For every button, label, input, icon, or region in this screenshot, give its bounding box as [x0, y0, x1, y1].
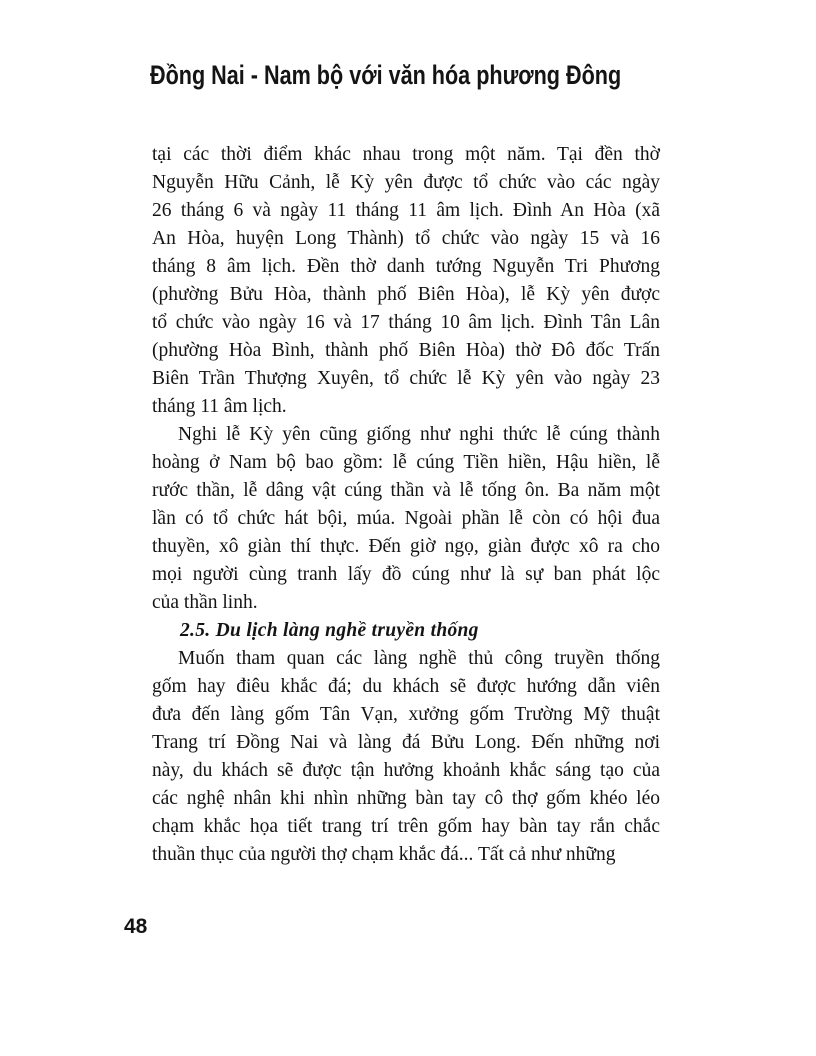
section-heading: 2.5. Du lịch làng nghề truyền thống [180, 620, 479, 641]
text-line: 26 tháng 6 và ngày 11 tháng 11 âm lịch. Đình An Hòa (xã [152, 200, 660, 221]
text-line: lần có tổ chức hát bội, múa. Ngoài phần lễ còn có hội đua [152, 508, 660, 529]
text-line: An Hòa, huyện Long Thành) tổ chức vào ngày 15 và 16 [152, 228, 660, 249]
text-line: tại các thời điểm khác nhau trong một năm. Tại đền thờ [152, 144, 660, 165]
text-line: của thần linh. [152, 592, 258, 613]
text-line: thuyền, xô giàn thí thực. Đến giờ ngọ, giàn được xô ra cho [152, 536, 660, 557]
page-number: 48 [124, 915, 148, 938]
text-line: mọi người cùng tranh lấy đồ cúng như là sự ban phát lộc [152, 564, 660, 585]
body-text [152, 141, 660, 869]
text-line: chạm khắc họa tiết trang trí trên gốm hay bàn tay rắn chắc [152, 816, 660, 837]
text-line: Nghi lễ Kỳ yên cũng giống như nghi thức lễ cúng thành [178, 424, 660, 445]
text-line: tháng 8 âm lịch. Đền thờ danh tướng Nguyễn Tri Phương [152, 256, 660, 277]
text-line: tổ chức vào ngày 16 và 17 tháng 10 âm lịch. Đình Tân Lân [152, 312, 660, 333]
text-line: này, du khách sẽ được tận hưởng khoảnh khắc sáng tạo của [152, 760, 660, 781]
text-line: Nguyễn Hữu Cảnh, lễ Kỳ yên được tổ chức vào các ngày [152, 172, 660, 193]
text-line: thuần thục của người thợ chạm khắc đá... Tất cả như những [152, 844, 616, 865]
text-line: Muốn tham quan các làng nghề thủ công truyền thống [178, 648, 660, 669]
text-line: tháng 11 âm lịch. [152, 396, 287, 417]
text-line: (phường Hòa Bình, thành phố Biên Hòa) thờ Đô đốc Trấn [152, 340, 660, 361]
text-line: Biên Trần Thượng Xuyên, tổ chức lễ Kỳ yên vào ngày 23 [152, 368, 660, 389]
running-header: Đồng Nai - Nam bộ với văn hóa phương Đông [150, 60, 622, 90]
text-line: rước thần, lễ dâng vật cúng thần và lễ tống ôn. Ba năm một [152, 480, 660, 501]
text-line: gốm hay điêu khắc đá; du khách sẽ được hướng dẫn viên [152, 676, 660, 697]
text-line: (phường Bửu Hòa, thành phố Biên Hòa), lễ Kỳ yên được [152, 284, 660, 305]
text-line: hoàng ở Nam bộ bao gồm: lễ cúng Tiền hiền, Hậu hiền, lễ [152, 452, 660, 473]
text-line: đưa đến làng gốm Tân Vạn, xưởng gốm Trường Mỹ thuật [152, 704, 660, 725]
text-line: Trang trí Đồng Nai và làng đá Bửu Long. Đến những nơi [152, 732, 660, 753]
text-line: các nghệ nhân khi nhìn những bàn tay cô thợ gốm khéo léo [152, 788, 660, 809]
